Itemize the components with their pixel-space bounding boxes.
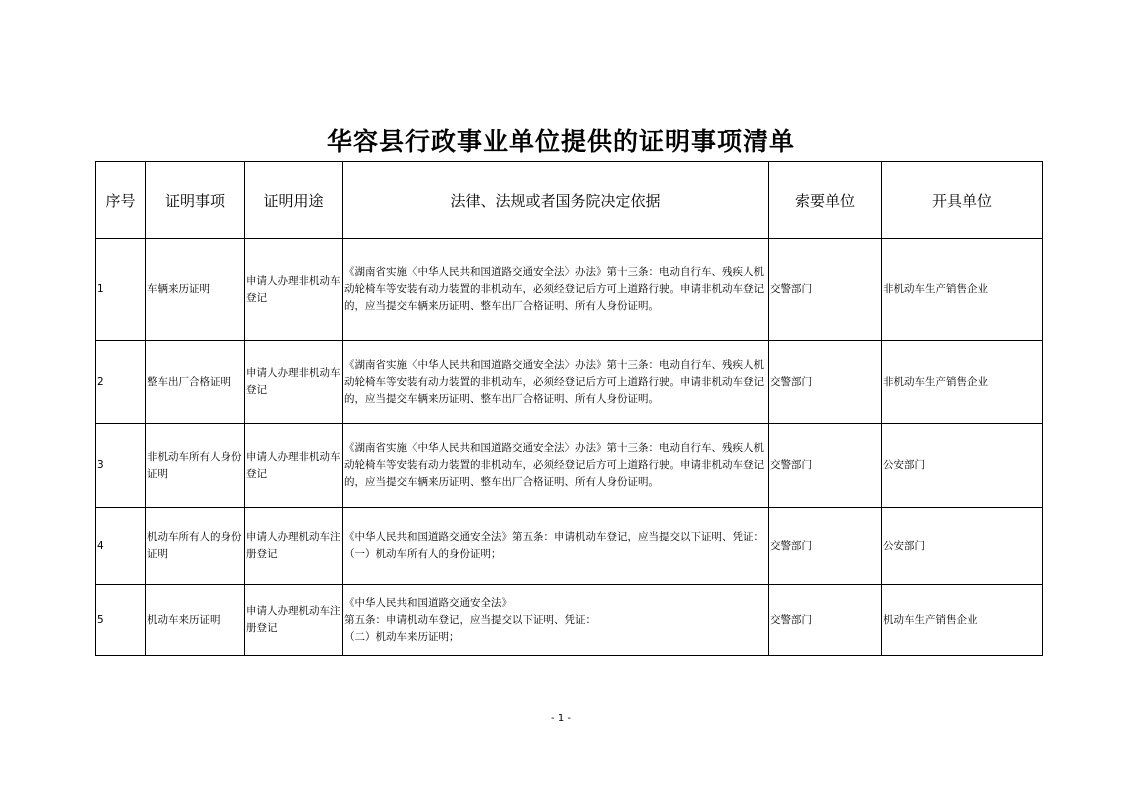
row-index: 3 — [96, 424, 146, 508]
certification-items-table — [95, 161, 1043, 656]
table-row — [96, 424, 1043, 508]
row-item: 机动车所有人的身份证明 — [146, 508, 245, 585]
row-index: 4 — [96, 508, 146, 585]
row-purpose: 申请人办理非机动车登记 — [245, 341, 343, 424]
row-basis: 《湖南省实施〈中华人民共和国道路交通安全法〉办法》第十三条：电动自行车、残疾人机动轮椅车等安装有动力装置的非机动车，必须经登记后方可上道路行驶。申请非机动车登记的，应当提交车辆来历证明、整车出厂合格证明、所有人身份证明。 — [343, 424, 769, 508]
basis-line: 《中华人民共和国道路交通安全法》 — [344, 596, 512, 609]
row-issuing-unit: 机动车生产销售企业 — [882, 585, 1043, 656]
header-requesting-unit: 索要单位 — [769, 162, 882, 239]
row-item: 非机动车所有人身份证明 — [146, 424, 245, 508]
row-requesting-unit: 交警部门 — [769, 508, 882, 585]
header-issuing-unit: 开具单位 — [882, 162, 1043, 239]
row-index: 5 — [96, 585, 146, 656]
page-number: - 1 - — [551, 713, 571, 724]
row-basis — [343, 585, 769, 656]
row-item: 车辆来历证明 — [146, 239, 245, 341]
table-row — [96, 585, 1043, 656]
row-requesting-unit: 交警部门 — [769, 424, 882, 508]
table-header-row — [96, 162, 1043, 239]
header-item: 证明事项 — [146, 162, 245, 239]
row-issuing-unit: 公安部门 — [882, 508, 1043, 585]
row-requesting-unit: 交警部门 — [769, 239, 882, 341]
table-row — [96, 341, 1043, 424]
table-row — [96, 508, 1043, 585]
row-item: 整车出厂合格证明 — [146, 341, 245, 424]
page-title: 华容县行政事业单位提供的证明事项清单 — [326, 127, 795, 156]
row-requesting-unit: 交警部门 — [769, 585, 882, 656]
basis-line: （二）机动车来历证明； — [344, 630, 460, 643]
row-item: 机动车来历证明 — [146, 585, 245, 656]
row-issuing-unit: 非机动车生产销售企业 — [882, 239, 1043, 341]
row-basis: 《湖南省实施〈中华人民共和国道路交通安全法〉办法》第十三条：电动自行车、残疾人机动轮椅车等安装有动力装置的非机动车，必须经登记后方可上道路行驶。申请非机动车登记的，应当提交车辆来历证明、整车出厂合格证明、所有人身份证明。 — [343, 239, 769, 341]
row-index: 1 — [96, 239, 146, 341]
row-issuing-unit: 非机动车生产销售企业 — [882, 341, 1043, 424]
row-purpose: 申请人办理非机动车登记 — [245, 424, 343, 508]
row-index: 2 — [96, 341, 146, 424]
row-requesting-unit: 交警部门 — [769, 341, 882, 424]
row-basis: 《湖南省实施〈中华人民共和国道路交通安全法〉办法》第十三条：电动自行车、残疾人机动轮椅车等安装有动力装置的非机动车，必须经登记后方可上道路行驶。申请非机动车登记的，应当提交车辆来历证明、整车出厂合格证明、所有人身份证明。 — [343, 341, 769, 424]
header-purpose: 证明用途 — [245, 162, 343, 239]
row-purpose: 申请人办理机动车注册登记 — [245, 508, 343, 585]
row-purpose: 申请人办理非机动车登记 — [245, 239, 343, 341]
row-issuing-unit: 公安部门 — [882, 424, 1043, 508]
row-purpose: 申请人办理机动车注册登记 — [245, 585, 343, 656]
row-basis: 《中华人民共和国道路交通安全法》第五条：申请机动车登记，应当提交以下证明、凭证：（一）机动车所有人的身份证明； — [343, 508, 769, 585]
header-basis: 法律、法规或者国务院决定依据 — [343, 162, 769, 239]
header-index: 序号 — [96, 162, 146, 239]
basis-line: 第五条：申请机动车登记，应当提交以下证明、凭证： — [344, 613, 596, 626]
table-row — [96, 239, 1043, 341]
